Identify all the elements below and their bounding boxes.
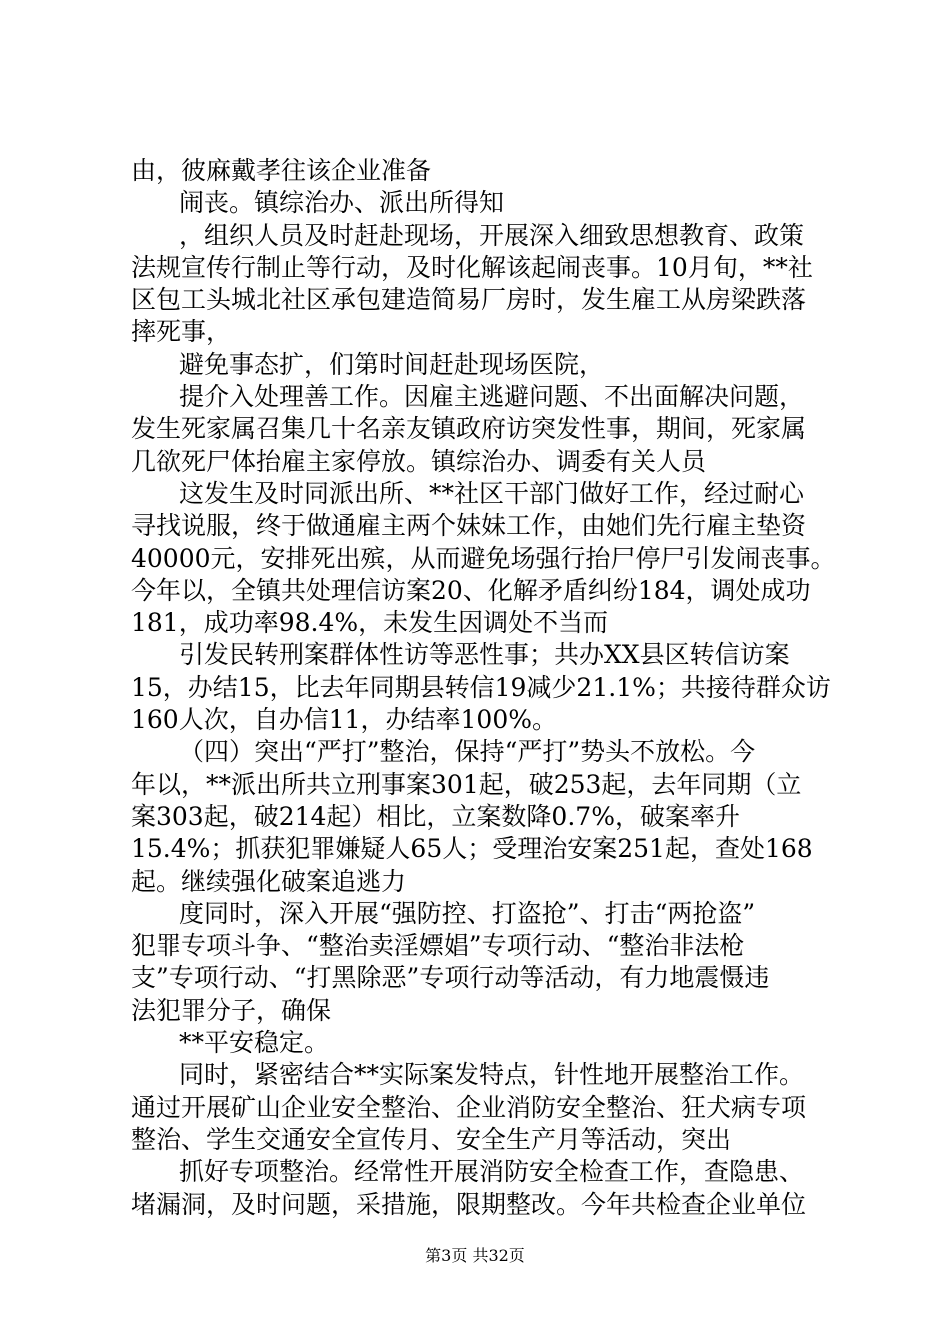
text-line: 案303起，破214起）相比，立案数降0.7%，破案率升 bbox=[131, 801, 740, 831]
text-line: 今年以，全镇共处理信访案20、化解矛盾纠纷184，调处成功 bbox=[131, 575, 811, 605]
text-line: 法犯罪分子，确保 bbox=[131, 995, 332, 1025]
text-line: 起。继续强化破案追逃力 bbox=[131, 866, 407, 896]
text-line: 同时，紧密结合**实际案发特点，针性地开展整治工作。 bbox=[179, 1060, 805, 1090]
text-line: 摔死事， bbox=[131, 317, 232, 347]
text-line: ，组织人员及时赶赴现场，开展深入细致思想教育、政策 bbox=[179, 220, 805, 250]
text-line: 这发生及时同派出所、**社区干部门做好工作，经过耐心 bbox=[179, 478, 805, 508]
text-line: 181，成功率98.4%，未发生因调处不当而 bbox=[131, 608, 609, 638]
text-line: 发生死家属召集几十名亲友镇政府访突发性事，期间，死家属 bbox=[131, 414, 807, 444]
text-line: 由，彼麻戴孝往该企业准备 bbox=[131, 156, 432, 185]
text-line: **平安稳定。 bbox=[179, 1028, 330, 1058]
text-line: 15，办结15，比去年同期县转信19减少21.1%；共接待群众访 bbox=[131, 672, 831, 702]
text-line: 引发民转刑案群体性访等恶性事；共办XX县区转信访案 bbox=[179, 640, 790, 670]
text-line: 40000元，安排死出殡，从而避免场强行抬尸停尸引发闹丧事。 bbox=[131, 543, 836, 573]
text-line: 抓好专项整治。经常性开展消防安全检查工作，查隐患、 bbox=[179, 1157, 805, 1187]
page-indicator: 第3页 共32页 bbox=[425, 1246, 525, 1265]
text-line: 寻找说服，终于做通雇主两个妹妹工作，由她们先行雇主垫资 bbox=[131, 511, 807, 541]
text-line: 几欲死尸体抬雇主家停放。镇综治办、调委有关人员 bbox=[131, 446, 707, 476]
text-line: 支”专项行动、“打黑除恶”专项行动等活动，有力地震慑违 bbox=[131, 963, 770, 993]
text-line: 年以，**派出所共立刑事案301起，破253起，去年同期（立 bbox=[131, 769, 802, 799]
text-line: （四）突出“严打”整治，保持“严打”势头不放松。今 bbox=[179, 737, 756, 767]
body-text bbox=[131, 155, 835, 1221]
text-line: 15.4%；抓获犯罪嫌疑人65人；受理治安案251起，查处168 bbox=[131, 834, 813, 864]
text-line: 避免事态扩，们第时间赶赴现场医院， bbox=[179, 349, 605, 379]
text-line: 区包工头城北社区承包建造简易厂房时，发生雇工从房梁跌落 bbox=[131, 285, 807, 315]
text-line: 通过开展矿山企业安全整治、企业消防安全整治、狂犬病专项 bbox=[131, 1092, 807, 1122]
text-line: 整治、学生交通安全宣传月、安全生产月等活动，突出 bbox=[131, 1124, 732, 1154]
text-line: 度同时，深入开展“强防控、打盗抢”、打击“两抢盗” bbox=[179, 898, 756, 928]
text-line: 犯罪专项斗争、“整治卖淫嫖娼”专项行动、“整治非法枪 bbox=[131, 931, 745, 961]
text-line: 法规宣传行制止等行动，及时化解该起闹丧事。10月旬，**社 bbox=[131, 252, 813, 282]
text-line: 提介入处理善工作。因雇主逃避问题、不出面解决问题， bbox=[179, 382, 805, 412]
text-line: 闹丧。镇综治办、派出所得知 bbox=[179, 188, 505, 218]
text-line: 160人次，自办信11，办结率100%。 bbox=[131, 705, 558, 735]
text-line: 堵漏洞，及时问题，采措施，限期整改。今年共检查企业单位 bbox=[131, 1189, 807, 1219]
page-footer bbox=[0, 1243, 950, 1266]
